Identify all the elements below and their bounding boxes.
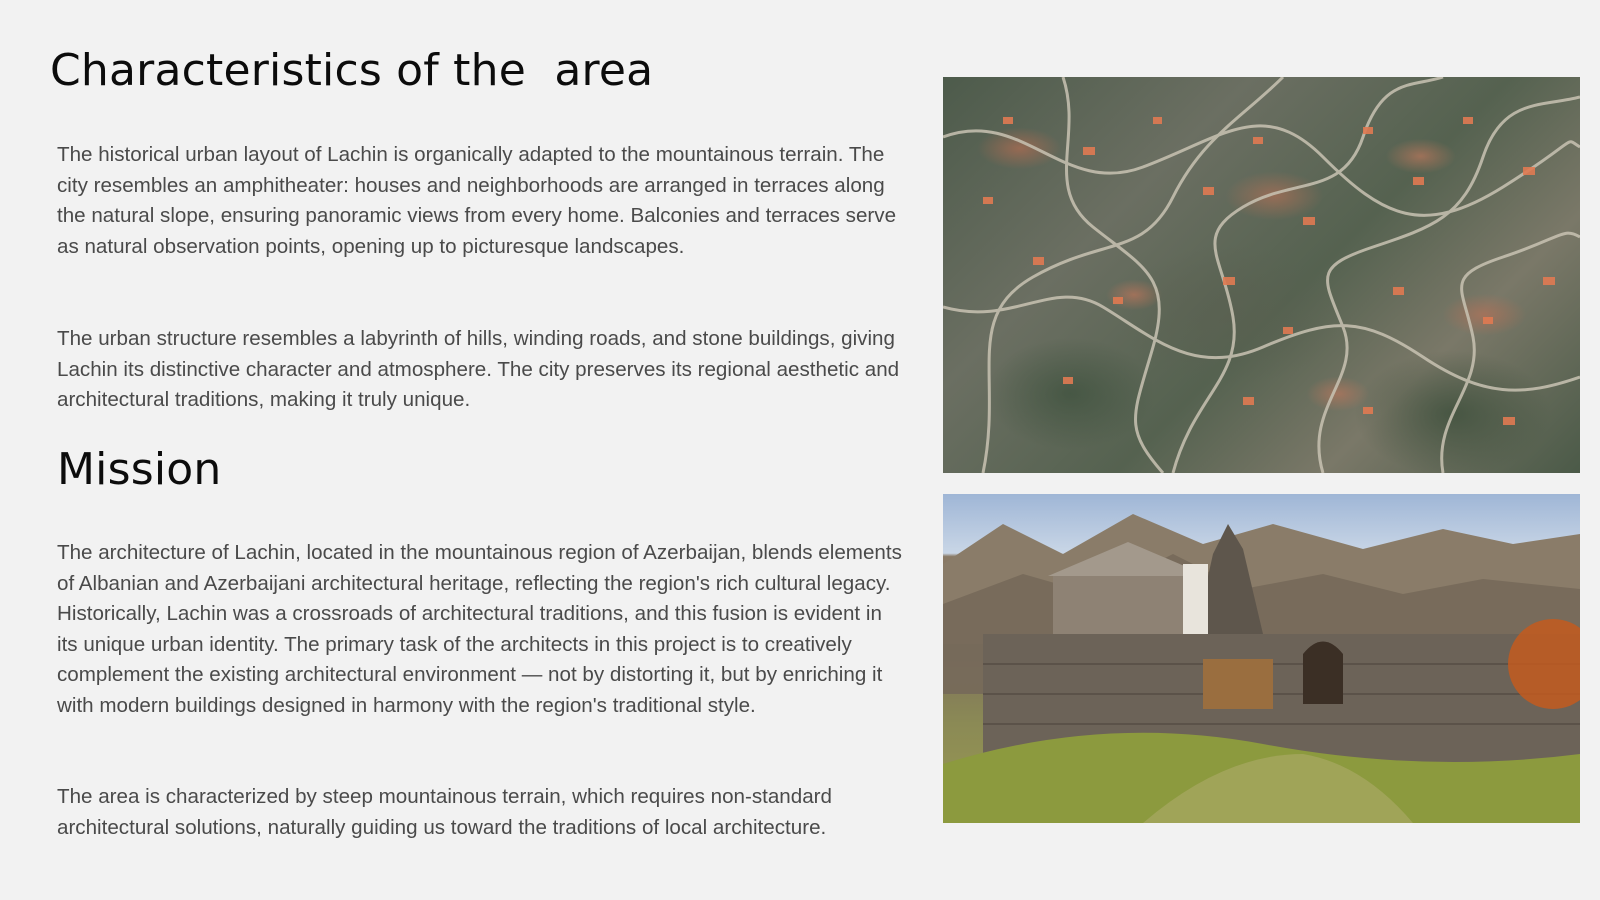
characteristics-paragraph-1: The historical urban layout of Lachin is organically adapted to the mountainous terrain. The city resembles an amphitheater: houses and neighborhoods are arranged in terraces along the natural slope, ensuring panoramic views from every home. Balconies and terraces serve as natural observation points, opening up to picturesque landscapes. bbox=[57, 143, 897, 258]
mission-heading: Mission bbox=[57, 444, 222, 495]
aerial-map-image bbox=[943, 77, 1580, 473]
characteristics-paragraph-2: The urban structure resembles a labyrinth of hills, winding roads, and stone buildings, giving Lachin its distinctive character and atmosphere. The city preserves its regional aesthetic and architectural traditions, making it truly unique. bbox=[57, 327, 900, 412]
characteristics-heading: Characteristics of the area bbox=[50, 45, 654, 96]
aerial-map-roads bbox=[943, 77, 1580, 473]
mission-paragraph-2: The area is characterized by steep mountainous terrain, which requires non-standard architectural solutions, naturally guiding us toward the traditions of local architecture. bbox=[57, 785, 832, 839]
church-image bbox=[943, 494, 1580, 823]
church-illustration bbox=[943, 494, 1580, 823]
mission-paragraph-1: The architecture of Lachin, located in the mountainous region of Azerbaijan, blends elements of Albanian and Azerbaijani architectural heritage, reflecting the region's rich cultural legacy. Historically, Lachin was a crossroads of architectural traditions, and this fusion is evident in its unique urban identity. The primary task of the architects in this project is to creatively complement the existing architectural environment — not by distorting it, but by enriching it with modern buildings designed in harmony with the region's traditional style. bbox=[57, 541, 902, 717]
